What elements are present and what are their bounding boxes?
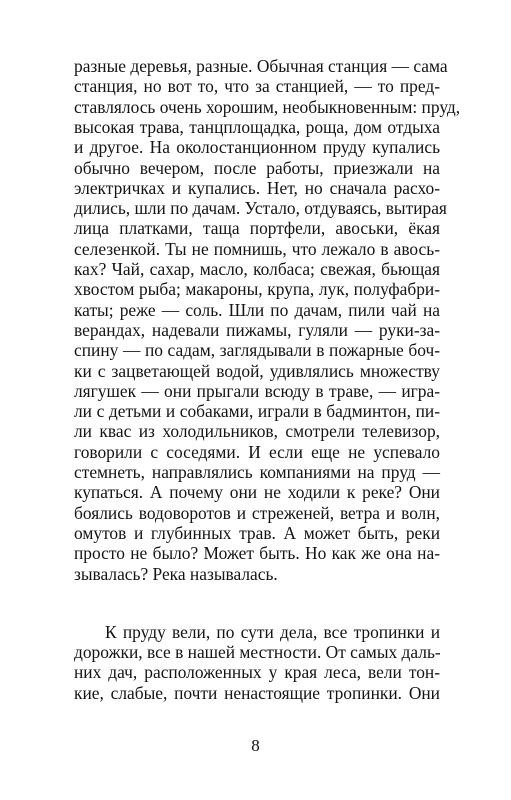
text-line: высокая трава, танцплощадка, роща, дом отдыха xyxy=(74,116,440,137)
page-number: 8 xyxy=(251,736,260,755)
text-line: говорили с соседями. И если еще не успевало xyxy=(74,441,440,462)
text-line: хвостом рыба; макароны, крупа, лук, полуфабри- xyxy=(74,279,440,300)
text-line: спину — по садам, заглядывали в пожарные боч- xyxy=(74,340,440,361)
text-line: ли с детьми и собаками, играли в бадминтон, пи- xyxy=(74,401,440,422)
text-line: каты; реже — соль. Шли по дачам, пили чай на xyxy=(74,299,440,320)
text-line: лица платками, таща портфели, авоськи, ёкая xyxy=(74,218,440,239)
text-line: ках? Чай, сахар, масло, колбаса; свежая, бьющая xyxy=(74,259,440,279)
text-line: стемнеть, направлялись компаниями на пруд — xyxy=(74,462,440,482)
text-line: омутов и глубинных трав. А может быть, реки xyxy=(74,522,440,543)
text-line: купаться. А почему они не ходили к реке? Они xyxy=(74,482,440,503)
text-line: ки с зацветающей водой, удивлялись множеству xyxy=(74,360,440,381)
text-line: обычно вечером, после работы, приезжали на xyxy=(74,157,440,178)
text-line: разные деревья, разные. Обычная станция — сама xyxy=(74,56,448,76)
text-line: селезенкой. Ты не помнишь, что лежало в авось- xyxy=(74,238,440,259)
text-line: ли квас из холодильников, смотрели телевизор, xyxy=(74,421,440,442)
text-line: станция, но вот то, что за станцией, — то пред- xyxy=(74,76,440,97)
text-line: дились, шли по дачам. Устало, отдуваясь, вытирая xyxy=(74,198,447,219)
text-line: К пруду вели, по сути дела, все тропинки и xyxy=(105,621,440,642)
text-line: них дач, расположенных у края леса, вели тон- xyxy=(74,662,440,683)
text-line: боялись водоворотов и стреженей, ветра и волн, xyxy=(74,502,440,523)
text-line: ставлялось очень хорошим, необыкновенным: пруд, xyxy=(74,96,461,117)
text-line: верандах, надевали пижамы, гуляли — руки-за- xyxy=(74,319,440,340)
text-line: электричках и купались. Нет, но сначала расхо- xyxy=(74,177,440,198)
text-line: лягушек — они прыгали всюду в траве, — игра- xyxy=(74,380,440,401)
text-line: и другое. На околостанционном пруду купались xyxy=(74,137,440,158)
text-line: просто не было? Может быть. Но как же она на- xyxy=(74,543,440,564)
text-line: дорожки, все в нашей местности. От самых даль- xyxy=(74,642,441,663)
text-line: кие, слабые, почти ненастоящие тропинки. Они xyxy=(74,682,440,703)
text-line: зывалась? Река называлась. xyxy=(74,563,278,584)
